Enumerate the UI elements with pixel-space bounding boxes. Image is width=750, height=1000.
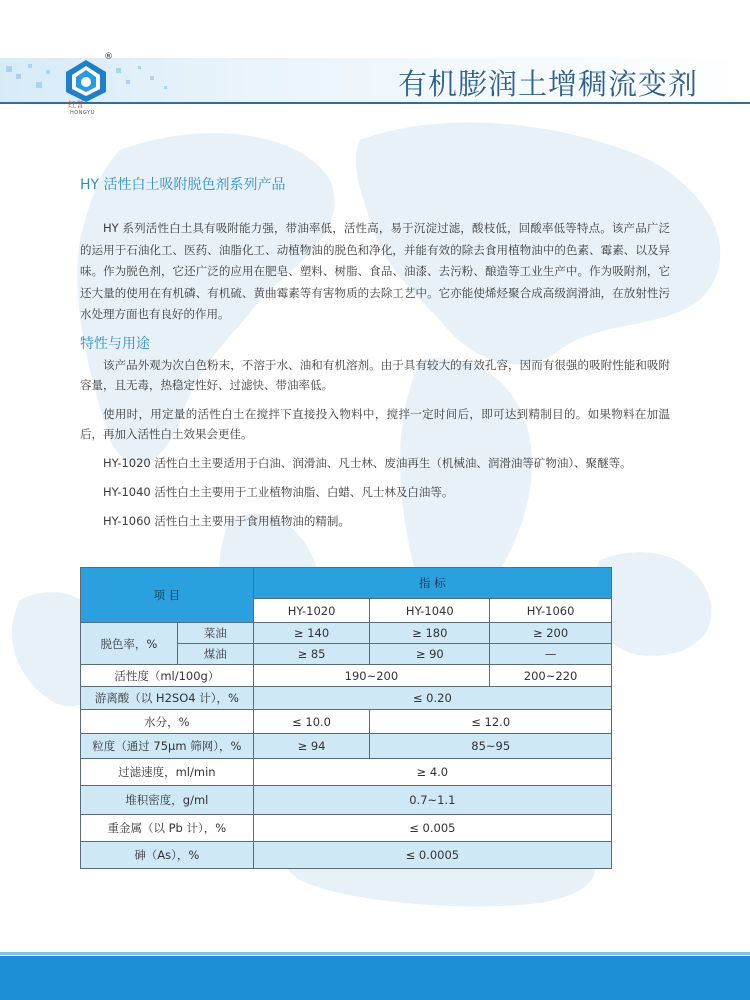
row-label-decolor: 脱色率，% bbox=[81, 623, 178, 665]
table-cell: ≤ 0.0005 bbox=[253, 842, 611, 869]
table-cell: ≤ 12.0 bbox=[370, 710, 612, 734]
feature-paragraph: HY-1040 活性白土主要用于工业植物油脂、白蜡、凡士林及白油等。 bbox=[103, 485, 454, 499]
feature-paragraph: HY-1020 活性白土主要适用于白油、润滑油、凡士林、废油再生（机械油、润滑油等矿物油）、聚醚等。 bbox=[103, 456, 632, 470]
model-header: HY-1040 bbox=[370, 599, 490, 623]
table-cell: ≥ 200 bbox=[490, 623, 612, 644]
product-intro-paragraph: HY 系列活性白土具有吸附能力强，带油率低，活性高，易于沉淀过滤，酸枝低，回酸率低等特点。该产品广泛的运用于石油化工、医药、油脂化工、动植物油的脱色和净化，并能有效的除去食用植物油中的色素、霉素、以及异味。作为脱色剂，它还广泛的应用在肥皂、塑料、树脂、食品、油漆、去污粉、酿造等工业生产中。作为吸附剂，它还大量的使用在有机磷、有机硫、黄曲霉素等有害物质的去除工艺中。它亦能使烯烃聚合成高级润滑油，在放射性污水处理方面也有良好的作用。 bbox=[80, 221, 670, 321]
feature-paragraph: HY-1060 活性白土主要用于食用植物油的精制。 bbox=[103, 514, 350, 528]
row-label-particle: 粒度（通过 75μm 筛网），% bbox=[81, 734, 254, 759]
logo-name-en: HONGYU bbox=[70, 110, 95, 116]
spec-table bbox=[80, 567, 612, 869]
section-title-features: 特性与用途 bbox=[80, 336, 150, 352]
footer-divider bbox=[0, 952, 750, 955]
page-title: 有机膨润土增稠流变剂 bbox=[397, 67, 698, 101]
row-label-filter: 过滤速度，ml/min bbox=[81, 759, 254, 786]
row-label-activity: 活性度（ml/100g） bbox=[81, 665, 254, 687]
table-cell: ≥ 180 bbox=[370, 623, 490, 644]
table-cell: 190~200 bbox=[253, 665, 489, 687]
footer-band bbox=[0, 956, 750, 1000]
table-cell: 85~95 bbox=[370, 734, 612, 759]
logo-name-cn: 红誉 bbox=[68, 100, 84, 109]
table-cell: ≤ 0.005 bbox=[253, 815, 611, 842]
table-cell: 200~220 bbox=[490, 665, 612, 687]
feature-paragraph: 该产品外观为次白色粉末，不溶于水、油和有机溶剂。由于具有较大的有效孔容，因而有很强的吸附性能和吸附容量，且无毒，热稳定性好、过滤快、带油率低。 bbox=[80, 358, 670, 392]
table-cell: 0.7~1.1 bbox=[253, 786, 611, 815]
row-label-heavy-metal: 重金属（以 Pb 计），% bbox=[81, 815, 254, 842]
row-label-density: 堆积密度，g/ml bbox=[81, 786, 254, 815]
model-header: HY-1060 bbox=[490, 599, 612, 623]
table-header-spec: 指 标 bbox=[253, 568, 611, 599]
table-cell: ≥ 140 bbox=[253, 623, 370, 644]
model-header: HY-1020 bbox=[253, 599, 370, 623]
row-label-moisture: 水分，% bbox=[81, 710, 254, 734]
product-intro bbox=[80, 218, 670, 326]
table-cell: ≥ 85 bbox=[253, 644, 370, 665]
table-cell: ≤ 0.20 bbox=[253, 687, 611, 710]
company-logo-icon bbox=[62, 58, 110, 104]
table-cell: ≥ 94 bbox=[253, 734, 370, 759]
features-body bbox=[80, 355, 670, 540]
feature-paragraph: 使用时，用定量的活性白土在搅拌下直接投入物料中，搅拌一定时间后，即可达到精制目的。如果物料在加温后，再加入活性白土效果会更佳。 bbox=[80, 407, 670, 441]
table-header-item: 项 目 bbox=[81, 568, 254, 623]
table-cell: ≥ 90 bbox=[370, 644, 490, 665]
row-label-kerosene: 煤油 bbox=[177, 644, 253, 665]
table-cell: ≥ 4.0 bbox=[253, 759, 611, 786]
table-cell: — bbox=[490, 644, 612, 665]
row-label-free-acid: 游离酸（以 H2SO4 计），% bbox=[81, 687, 254, 710]
row-label-rapeseed: 菜油 bbox=[177, 623, 253, 644]
section-title-product-series: HY 活性白土吸附脱色剂系列产品 bbox=[80, 177, 286, 193]
table-cell: ≤ 10.0 bbox=[253, 710, 370, 734]
registered-mark: ® bbox=[104, 52, 113, 62]
row-label-arsenic: 砷（As），% bbox=[81, 842, 254, 869]
